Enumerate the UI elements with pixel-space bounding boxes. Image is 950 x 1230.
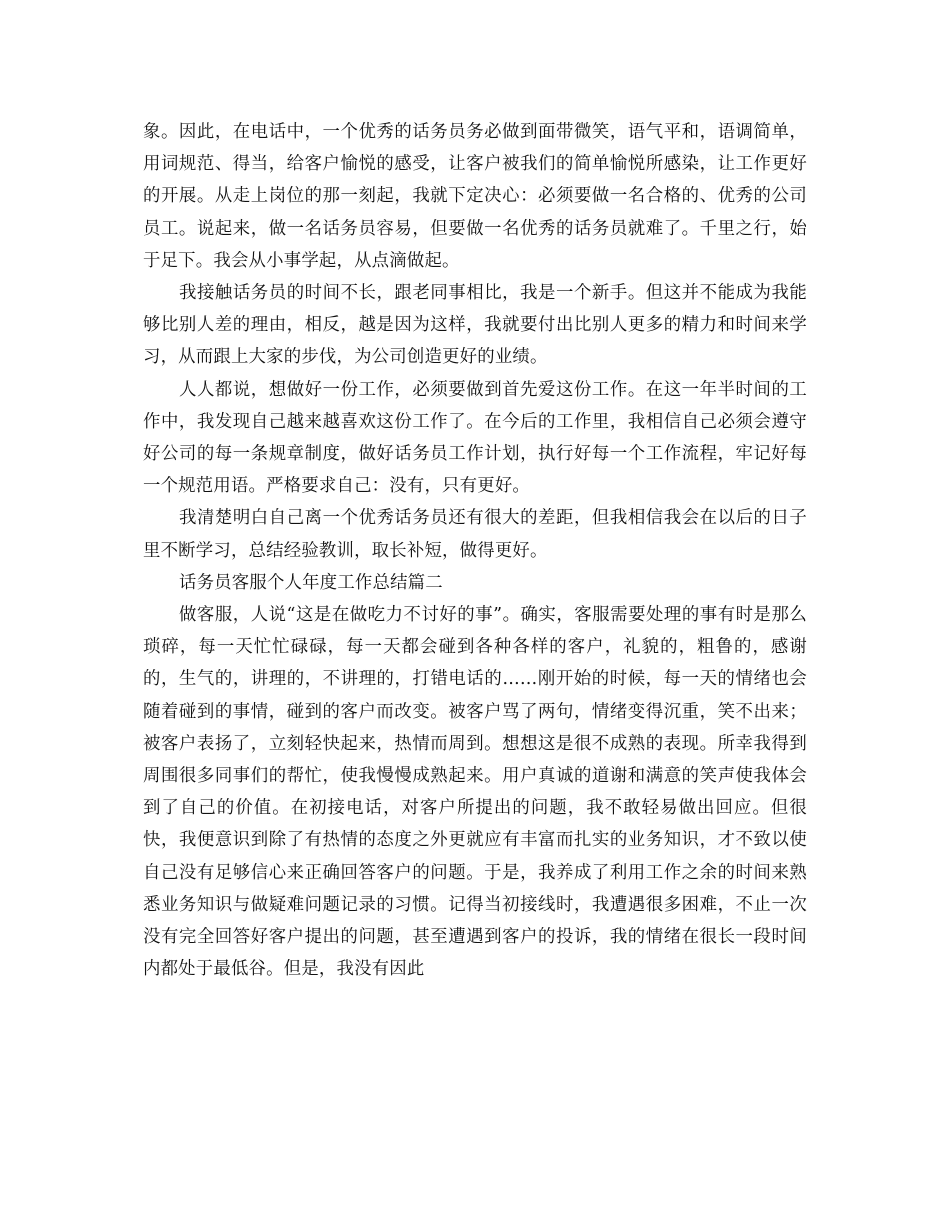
paragraph-2: 我接触话务员的时间不长，跟老同事相比，我是一个新手。但这并不能成为我能够比别人差的理由，相反，越是因为这样，我就要付出比别人更多的精力和时间来学习，从而跟上大家的步伐，为公司创造更好的业绩。 [143, 283, 807, 368]
paragraph-1: 象。因此，在电话中，一个优秀的话务员务必做到面带微笑，语气平和，语调简单，用词规范、得当，给客户愉悦的感受，让客户被我们的简单愉悦所感染，让工作更好的开展。从走上岗位的那一刻起，我就下定决心：必须要做一名合格的、优秀的公司员工。说起来，做一名话务员容易，但要做一名优秀的话务员就难了。千里之行，始于足下。我会从小事学起，从点滴做起。 [143, 122, 807, 271]
paragraph-3: 人人都说，想做好一份工作，必须要做到首先爱这份工作。在这一年半时间的工作中，我发现自己越来越喜欢这份工作了。在今后的工作里，我相信自己必须会遵守好公司的每一条规章制度，做好话务员工作计划，执行好每一个工作流程，牢记好每一个规范用语。严格要求自己：没有，只有更好。 [143, 379, 807, 497]
paragraph-5: 做客服，人说“这是在做吃力不讨好的事”。确实，客服需要处理的事有时是那么琐碎，每一天忙忙碌碌，每一天都会碰到各种各样的客户，礼貌的，粗鲁的，感谢的，生气的，讲理的，不讲理的，打错电话的……刚开始的时候，每一天的情绪也会随着碰到的事情，碰到的客户而改变。被客户骂了两句，情绪变得沉重，笑不出来；被客户表扬了，立刻轻快起来，热情而周到。想想这是很不成熟的表现。所幸我得到周围很多同事们的帮忙，使我慢慢成熟起来。用户真诚的道谢和满意的笑声使我体会到了自己的价值。在初接电话，对客户所提出的问题，我不敢轻易做出回应。但很快，我便意识到除了有热情的态度之外更就应有丰富而扎实的业务知识，才不致以使自己没有足够信心来正确回答客户的问题。于是，我养成了利用工作之余的时间来熟悉业务知识与做疑难问题记录的习惯。记得当初接线时，我遭遇很多困难，不止一次没有完全回答好客户提出的问题，甚至遭遇到客户的投诉，我的情绪在很长一段时间内都处于最低谷。但是，我没有因此 [143, 605, 807, 980]
document-body [143, 116, 807, 985]
paragraph-4: 我清楚明白自己离一个优秀话务员还有很大的差距，但我相信我会在以后的日子里不断学习，总结经验教训，取长补短，做得更好。 [143, 508, 807, 561]
section-heading: 话务员客服个人年度工作总结篇二 [179, 572, 443, 593]
